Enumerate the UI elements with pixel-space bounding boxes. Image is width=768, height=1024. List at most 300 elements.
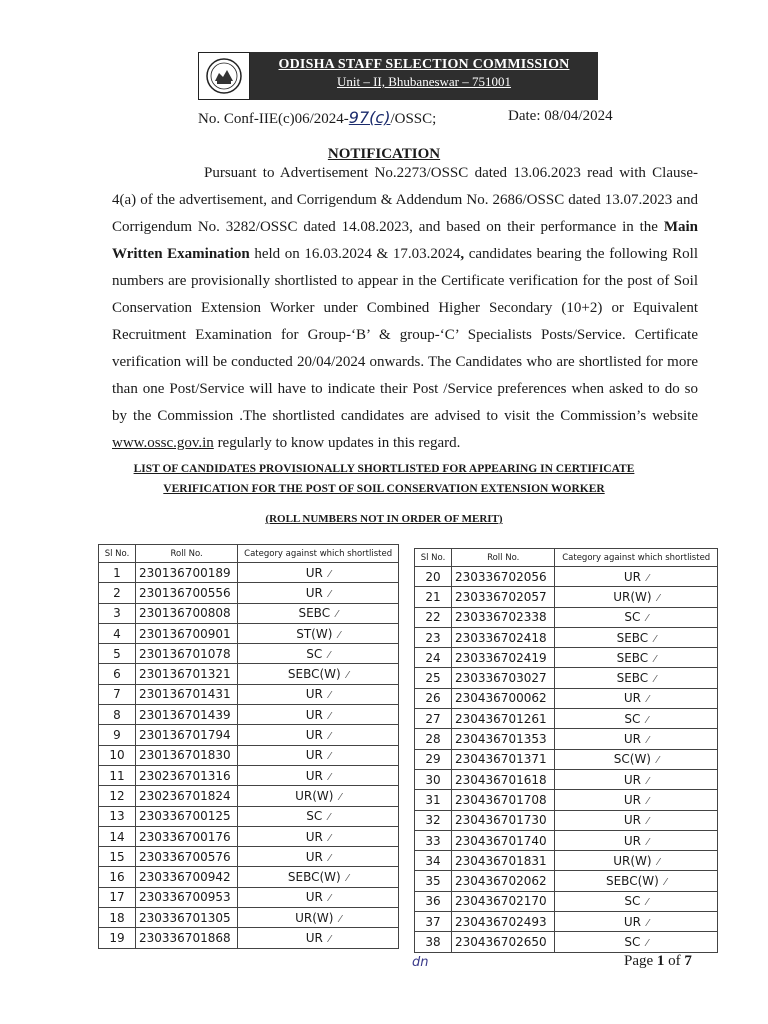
- category-cell-text: UR(W): [295, 788, 334, 803]
- table-row: [99, 765, 399, 785]
- category-cell: [238, 664, 399, 684]
- roll-no-cell: [452, 790, 555, 810]
- sl-no-cell: [99, 826, 136, 846]
- tick-mark-icon: ⁄: [646, 613, 649, 625]
- sl-no-cell-text: 31: [425, 792, 441, 807]
- category-cell: [555, 851, 718, 871]
- roll-no-cell-text: 230136700556: [139, 585, 231, 600]
- roll-no-cell: [136, 745, 238, 765]
- roll-no-cell-text: 230336702419: [455, 650, 547, 665]
- tick-mark-icon: ⁄: [328, 588, 331, 600]
- body-text-4: regularly to know updates in this regard.: [213, 435, 461, 451]
- category-cell: [238, 603, 399, 623]
- sl-no-cell-text: 38: [425, 934, 441, 949]
- category-cell-text: UR: [623, 569, 641, 584]
- roll-no-cell-text: 230436702062: [455, 874, 547, 889]
- tick-mark-icon: ⁄: [657, 755, 659, 767]
- roll-no-cell: [452, 851, 555, 871]
- sl-no-cell: [99, 705, 136, 725]
- roll-no-cell: [136, 705, 238, 725]
- sl-no-cell-text: 34: [425, 853, 441, 868]
- roll-no-cell-text: 230136701830: [139, 748, 231, 763]
- roll-no-cell-text: 230336702057: [455, 589, 547, 604]
- category-cell: [555, 810, 718, 830]
- roll-no-cell: [136, 908, 238, 928]
- category-cell-text: UR: [305, 748, 323, 763]
- sl-no-cell-text: 30: [425, 772, 441, 787]
- table-row: [415, 871, 718, 891]
- roll-no-cell: [452, 810, 555, 830]
- sl-no-cell-text: 6: [113, 667, 121, 682]
- handwritten-number: 97(c): [348, 108, 391, 127]
- body-bold-1: Main Written Examination: [112, 219, 698, 262]
- tick-mark-icon: ⁄: [646, 937, 649, 949]
- sl-no-cell-text: 16: [109, 870, 125, 885]
- table-row: [99, 826, 399, 846]
- roll-no-cell-text: 230136701078: [139, 646, 231, 661]
- category-cell: [555, 688, 718, 708]
- roll-no-cell: [136, 684, 238, 704]
- sl-no-cell-text: 27: [425, 711, 441, 726]
- table-row: [415, 648, 718, 668]
- category-cell-text: UR: [305, 728, 323, 743]
- roll-no-cell-text: 230336702056: [455, 569, 547, 584]
- sl-no-cell-text: 20: [425, 569, 441, 584]
- table-row: [99, 644, 399, 664]
- roll-no-cell-text: 230436701371: [455, 752, 547, 767]
- sl-no-cell-text: 25: [425, 671, 441, 686]
- category-cell: [555, 830, 718, 850]
- roll-no-cell-text: 230336702418: [455, 630, 547, 645]
- sl-no-cell-text: 32: [425, 813, 441, 828]
- sl-no-cell: [99, 928, 136, 948]
- category-cell-text: SEBC: [616, 671, 649, 686]
- sl-no-cell: [415, 871, 452, 891]
- category-cell: [555, 607, 718, 627]
- category-cell-text: UR: [305, 687, 323, 702]
- roll-no-cell-text: 230436701730: [455, 813, 547, 828]
- sl-no-cell: [99, 745, 136, 765]
- category-cell-text: ST(W): [296, 626, 333, 641]
- sl-no-cell: [415, 729, 452, 749]
- roll-no-cell-text: 230136700901: [139, 626, 231, 641]
- roll-no-cell: [136, 583, 238, 603]
- tick-mark-icon: ⁄: [328, 852, 331, 864]
- roll-no-cell: [452, 567, 555, 587]
- sl-no-cell: [415, 627, 452, 647]
- category-cell-text: UR: [305, 585, 323, 600]
- tick-mark-icon: ⁄: [646, 572, 649, 584]
- category-cell-text: SEBC(W): [287, 870, 341, 885]
- roll-no-cell: [452, 627, 555, 647]
- category-cell-text: SEBC: [616, 630, 649, 645]
- tick-mark-icon: ⁄: [646, 795, 649, 807]
- sl-no-cell: [415, 607, 452, 627]
- sl-no-cell-text: 8: [113, 707, 121, 722]
- category-cell: [238, 826, 399, 846]
- table-header-row: [415, 549, 718, 567]
- category-cell-text: UR: [623, 914, 641, 929]
- table-row: [415, 912, 718, 932]
- table-row: [99, 928, 399, 948]
- sl-no-cell: [415, 912, 452, 932]
- roll-no-cell-text: 230236701316: [139, 768, 231, 783]
- page-of: of: [664, 953, 685, 969]
- tick-mark-icon: ⁄: [328, 893, 331, 905]
- roll-no-cell: [452, 648, 555, 668]
- roll-no-cell: [136, 867, 238, 887]
- category-cell: [555, 932, 718, 952]
- page-total: 7: [684, 953, 692, 969]
- category-cell: [238, 563, 399, 583]
- tick-mark-icon: ⁄: [339, 791, 342, 803]
- sl-no-cell-text: 15: [109, 849, 125, 864]
- roll-no-cell: [136, 765, 238, 785]
- roll-no-cell: [452, 891, 555, 911]
- roll-no-cell-text: 230436701261: [455, 711, 547, 726]
- category-cell-text: SC: [624, 894, 641, 909]
- sl-no-cell-text: 7: [113, 687, 121, 702]
- tick-mark-icon: ⁄: [328, 812, 330, 824]
- category-cell: [555, 627, 718, 647]
- sl-no-cell: [415, 932, 452, 952]
- category-cell: [238, 623, 399, 643]
- category-cell-text: SEBC(W): [605, 874, 659, 889]
- table-row: [99, 583, 399, 603]
- sl-no-cell: [99, 583, 136, 603]
- sl-no-cell: [415, 790, 452, 810]
- table-row: [415, 851, 718, 871]
- roll-no-cell: [452, 729, 555, 749]
- tick-mark-icon: ⁄: [328, 690, 331, 702]
- table-row: [415, 729, 718, 749]
- header-roll: Roll No.: [136, 545, 238, 563]
- sl-no-cell-text: 2: [113, 585, 121, 600]
- reference-date: Date: 08/04/2024: [508, 108, 613, 124]
- sl-no-cell: [415, 587, 452, 607]
- sl-no-cell: [99, 786, 136, 806]
- category-cell: [238, 705, 399, 725]
- sl-no-cell: [99, 847, 136, 867]
- roll-no-cell: [452, 587, 555, 607]
- sl-no-cell: [415, 648, 452, 668]
- sl-no-cell: [99, 684, 136, 704]
- tick-mark-icon: ⁄: [328, 933, 331, 945]
- reference-line: [198, 108, 618, 128]
- sl-no-cell-text: 3: [113, 606, 121, 621]
- table-row: [415, 567, 718, 587]
- category-cell-text: SC(W): [613, 752, 651, 767]
- category-cell-text: UR: [623, 813, 641, 828]
- sl-no-cell-text: 26: [425, 691, 441, 706]
- roll-no-cell-text: 230336700953: [139, 890, 231, 905]
- category-cell: [555, 912, 718, 932]
- roll-no-cell: [136, 644, 238, 664]
- sl-no-cell-text: 24: [425, 650, 441, 665]
- tick-mark-icon: ⁄: [328, 832, 331, 844]
- website-link[interactable]: www.ossc.gov.in: [112, 435, 214, 451]
- sl-no-cell: [415, 749, 452, 769]
- sl-no-cell-text: 19: [109, 930, 125, 945]
- handwritten-initials: dn: [412, 955, 429, 970]
- category-cell: [238, 806, 399, 826]
- sl-no-cell: [415, 891, 452, 911]
- tick-mark-icon: ⁄: [328, 649, 330, 661]
- roll-no-cell: [452, 688, 555, 708]
- roll-no-cell: [452, 749, 555, 769]
- emblem-icon: [198, 52, 250, 100]
- category-cell: [238, 786, 399, 806]
- table-row: [415, 607, 718, 627]
- category-cell-text: SEBC: [616, 650, 649, 665]
- tick-mark-icon: ⁄: [346, 873, 349, 885]
- table-row: [99, 623, 399, 643]
- table-row: [415, 709, 718, 729]
- tick-mark-icon: ⁄: [664, 877, 667, 889]
- tick-mark-icon: ⁄: [646, 735, 649, 747]
- header-sl: Sl No.: [415, 549, 452, 567]
- category-cell-text: UR: [623, 792, 641, 807]
- category-cell: [555, 749, 718, 769]
- tick-mark-icon: ⁄: [328, 771, 331, 783]
- sl-no-cell-text: 21: [425, 589, 441, 604]
- category-cell: [238, 928, 399, 948]
- roll-no-cell: [136, 928, 238, 948]
- sl-no-cell: [99, 563, 136, 583]
- sl-no-cell: [415, 851, 452, 871]
- sl-no-cell-text: 5: [113, 646, 121, 661]
- roll-no-cell-text: 230136701321: [139, 667, 231, 682]
- roll-no-cell-text: 230336701868: [139, 930, 231, 945]
- sl-no-cell: [99, 664, 136, 684]
- roll-no-cell-text: 230136700189: [139, 565, 231, 580]
- roll-no-cell: [136, 623, 238, 643]
- body-text-1: Pursuant to Advertisement No.2273/OSSC dated 13.06.2023 read with Clause-4(a) of the advertisement, and Corrigendum & Addendum No. 2686/OSSC dated 13.07.2023 and Corrigendum No. 3282/OSSC dated 14.08.2023, and based on their performance in the: [112, 165, 698, 235]
- tick-mark-icon: ⁄: [654, 653, 656, 665]
- sl-no-cell-text: 22: [425, 610, 441, 625]
- category-cell-text: UR: [305, 849, 323, 864]
- roll-no-cell-text: 230336700176: [139, 829, 231, 844]
- roll-no-cell-text: 230336702338: [455, 610, 547, 625]
- sl-no-cell-text: 9: [113, 728, 121, 743]
- roll-order-note: (ROLL NUMBERS NOT IN ORDER OF MERIT): [265, 513, 503, 525]
- tick-mark-icon: ⁄: [646, 714, 649, 726]
- org-address: Unit – II, Bhubaneswar – 751001: [336, 74, 512, 89]
- roll-no-cell: [452, 932, 555, 952]
- category-cell-text: UR: [305, 565, 323, 580]
- table-row: [99, 786, 399, 806]
- sl-no-cell-text: 23: [425, 630, 441, 645]
- category-cell: [555, 891, 718, 911]
- roll-no-cell-text: 230136701431: [139, 687, 231, 702]
- roll-no-cell: [136, 725, 238, 745]
- roll-no-cell-text: 230136700808: [139, 606, 231, 621]
- sl-no-cell: [99, 908, 136, 928]
- sl-no-cell: [415, 668, 452, 688]
- org-name: ODISHA STAFF SELECTION COMMISSION: [278, 57, 570, 72]
- table-row: [99, 847, 399, 867]
- roll-no-cell-text: 230436700062: [455, 691, 547, 706]
- table-body-right: [415, 567, 718, 953]
- category-cell: [238, 908, 399, 928]
- category-cell-text: UR: [623, 772, 641, 787]
- category-cell-text: UR: [623, 833, 641, 848]
- table-body-left: [99, 563, 399, 949]
- table-row: [99, 887, 399, 907]
- sl-no-cell: [415, 567, 452, 587]
- header-category: Category against which shortlisted: [555, 549, 718, 567]
- roll-no-cell-text: 230336703027: [455, 671, 547, 686]
- roll-no-cell-text: 230336700942: [139, 870, 231, 885]
- tick-mark-icon: ⁄: [336, 609, 338, 621]
- reference-suffix: /OSSC;: [390, 111, 437, 127]
- body-bold-2: ,: [460, 246, 465, 262]
- header-banner: [250, 52, 598, 100]
- category-cell-text: UR: [305, 707, 323, 722]
- sl-no-cell-text: 13: [109, 809, 125, 824]
- category-cell: [555, 709, 718, 729]
- roll-no-cell: [136, 563, 238, 583]
- category-cell: [555, 648, 718, 668]
- sl-no-cell-text: 1: [113, 565, 121, 580]
- category-cell-text: UR: [305, 829, 323, 844]
- roll-no-cell-text: 230136701439: [139, 707, 231, 722]
- roll-no-cell-text: 230436701708: [455, 792, 547, 807]
- category-cell: [555, 668, 718, 688]
- roll-no-cell: [136, 786, 238, 806]
- category-cell: [238, 745, 399, 765]
- table-row: [99, 745, 399, 765]
- sl-no-cell: [415, 830, 452, 850]
- sl-no-cell-text: 14: [109, 829, 125, 844]
- tick-mark-icon: ⁄: [346, 670, 349, 682]
- table-row: [415, 587, 718, 607]
- table-row: [415, 769, 718, 789]
- sl-no-cell: [99, 765, 136, 785]
- tick-mark-icon: ⁄: [338, 629, 341, 641]
- roll-no-cell-text: 230336700125: [139, 809, 231, 824]
- header-category: Category against which shortlisted: [238, 545, 399, 563]
- category-cell: [238, 867, 399, 887]
- roll-no-cell: [136, 847, 238, 867]
- category-cell: [238, 887, 399, 907]
- category-cell: [555, 871, 718, 891]
- roll-no-cell: [452, 668, 555, 688]
- roll-no-cell: [136, 664, 238, 684]
- category-cell: [238, 684, 399, 704]
- roll-no-cell: [136, 887, 238, 907]
- category-cell-text: SEBC: [298, 606, 331, 621]
- tick-mark-icon: ⁄: [646, 775, 649, 787]
- roll-no-cell-text: 230436701740: [455, 833, 547, 848]
- tick-mark-icon: ⁄: [339, 913, 342, 925]
- category-cell: [555, 729, 718, 749]
- category-cell: [238, 583, 399, 603]
- category-cell: [555, 769, 718, 789]
- roll-no-cell: [452, 871, 555, 891]
- roll-no-cell-text: 230436702650: [455, 934, 547, 949]
- table-row: [99, 684, 399, 704]
- candidates-table-right: [414, 548, 718, 953]
- sl-no-cell: [99, 644, 136, 664]
- table-row: [415, 932, 718, 952]
- category-cell: [555, 587, 718, 607]
- body-text-3: candidates bearing the following Roll numbers are provisionally shortlisted to appear in the Certificate verification for the post of Soil Conservation Extension Worker under Combined Higher Secondary (10+2) or Equivalent Recruitment Examination for Group-‘B’ & group-‘C’ Specialists Posts/Service. Certificate verification will be conducted 20/04/2024 onwards. The Candidates who are shortlisted for more than one Post/Service will have to indicate their Post /Service preferences when asked to do so by the Commission .The shortlisted candidates are advised to visit the Commission’s website: [112, 246, 698, 424]
- table-row: [99, 664, 399, 684]
- category-cell-text: UR: [305, 930, 323, 945]
- tick-mark-icon: ⁄: [328, 568, 331, 580]
- notification-body: [112, 160, 698, 457]
- sl-no-cell: [99, 806, 136, 826]
- roll-no-cell-text: 230136701794: [139, 728, 231, 743]
- roll-no-cell-text: 230336701305: [139, 910, 231, 925]
- letterhead: [198, 52, 598, 100]
- tick-mark-icon: ⁄: [646, 897, 649, 909]
- sl-no-cell-text: 29: [425, 752, 441, 767]
- list-title: [0, 459, 768, 499]
- category-cell: [238, 847, 399, 867]
- sl-no-cell-text: 4: [113, 626, 121, 641]
- roll-no-cell: [452, 769, 555, 789]
- roll-no-cell: [452, 912, 555, 932]
- category-cell-text: SC: [306, 809, 323, 824]
- sl-no-cell: [99, 887, 136, 907]
- category-cell-text: UR: [623, 691, 641, 706]
- category-cell-text: SC: [306, 646, 323, 661]
- sl-no-cell: [99, 603, 136, 623]
- tick-mark-icon: ⁄: [328, 710, 331, 722]
- roll-no-cell-text: 230436702170: [455, 894, 547, 909]
- table-row: [415, 891, 718, 911]
- category-cell-text: UR: [305, 890, 323, 905]
- tick-mark-icon: ⁄: [328, 751, 331, 763]
- category-cell: [238, 765, 399, 785]
- category-cell-text: SC: [624, 610, 641, 625]
- category-cell-text: UR(W): [295, 910, 334, 925]
- roll-no-cell: [452, 607, 555, 627]
- roll-no-cell: [136, 806, 238, 826]
- sl-no-cell: [415, 688, 452, 708]
- category-cell-text: SC: [624, 934, 641, 949]
- sl-no-cell: [99, 623, 136, 643]
- sl-no-cell-text: 17: [109, 890, 125, 905]
- sl-no-cell-text: 12: [109, 788, 125, 803]
- category-cell-text: UR: [623, 732, 641, 747]
- table-row: [415, 688, 718, 708]
- roll-no-cell: [136, 603, 238, 623]
- table-row: [415, 830, 718, 850]
- tick-mark-icon: ⁄: [646, 816, 649, 828]
- page-label: Page: [624, 953, 657, 969]
- header-roll: Roll No.: [452, 549, 555, 567]
- sl-no-cell: [99, 867, 136, 887]
- sl-no-cell: [415, 769, 452, 789]
- roll-no-cell-text: 230436701618: [455, 772, 547, 787]
- tick-mark-icon: ⁄: [657, 856, 660, 868]
- table-row: [415, 627, 718, 647]
- sl-no-cell: [99, 725, 136, 745]
- sl-no-cell: [415, 810, 452, 830]
- table-header-row: [99, 545, 399, 563]
- reference-prefix: No. Conf-IIE(c)06/2024-: [198, 111, 349, 127]
- table-row: [99, 603, 399, 623]
- roll-no-cell-text: 230336700576: [139, 849, 231, 864]
- roll-no-cell-text: 230436701831: [455, 853, 547, 868]
- sl-no-cell-text: 28: [425, 732, 441, 747]
- table-row: [415, 749, 718, 769]
- roll-no-cell: [452, 830, 555, 850]
- category-cell: [238, 644, 399, 664]
